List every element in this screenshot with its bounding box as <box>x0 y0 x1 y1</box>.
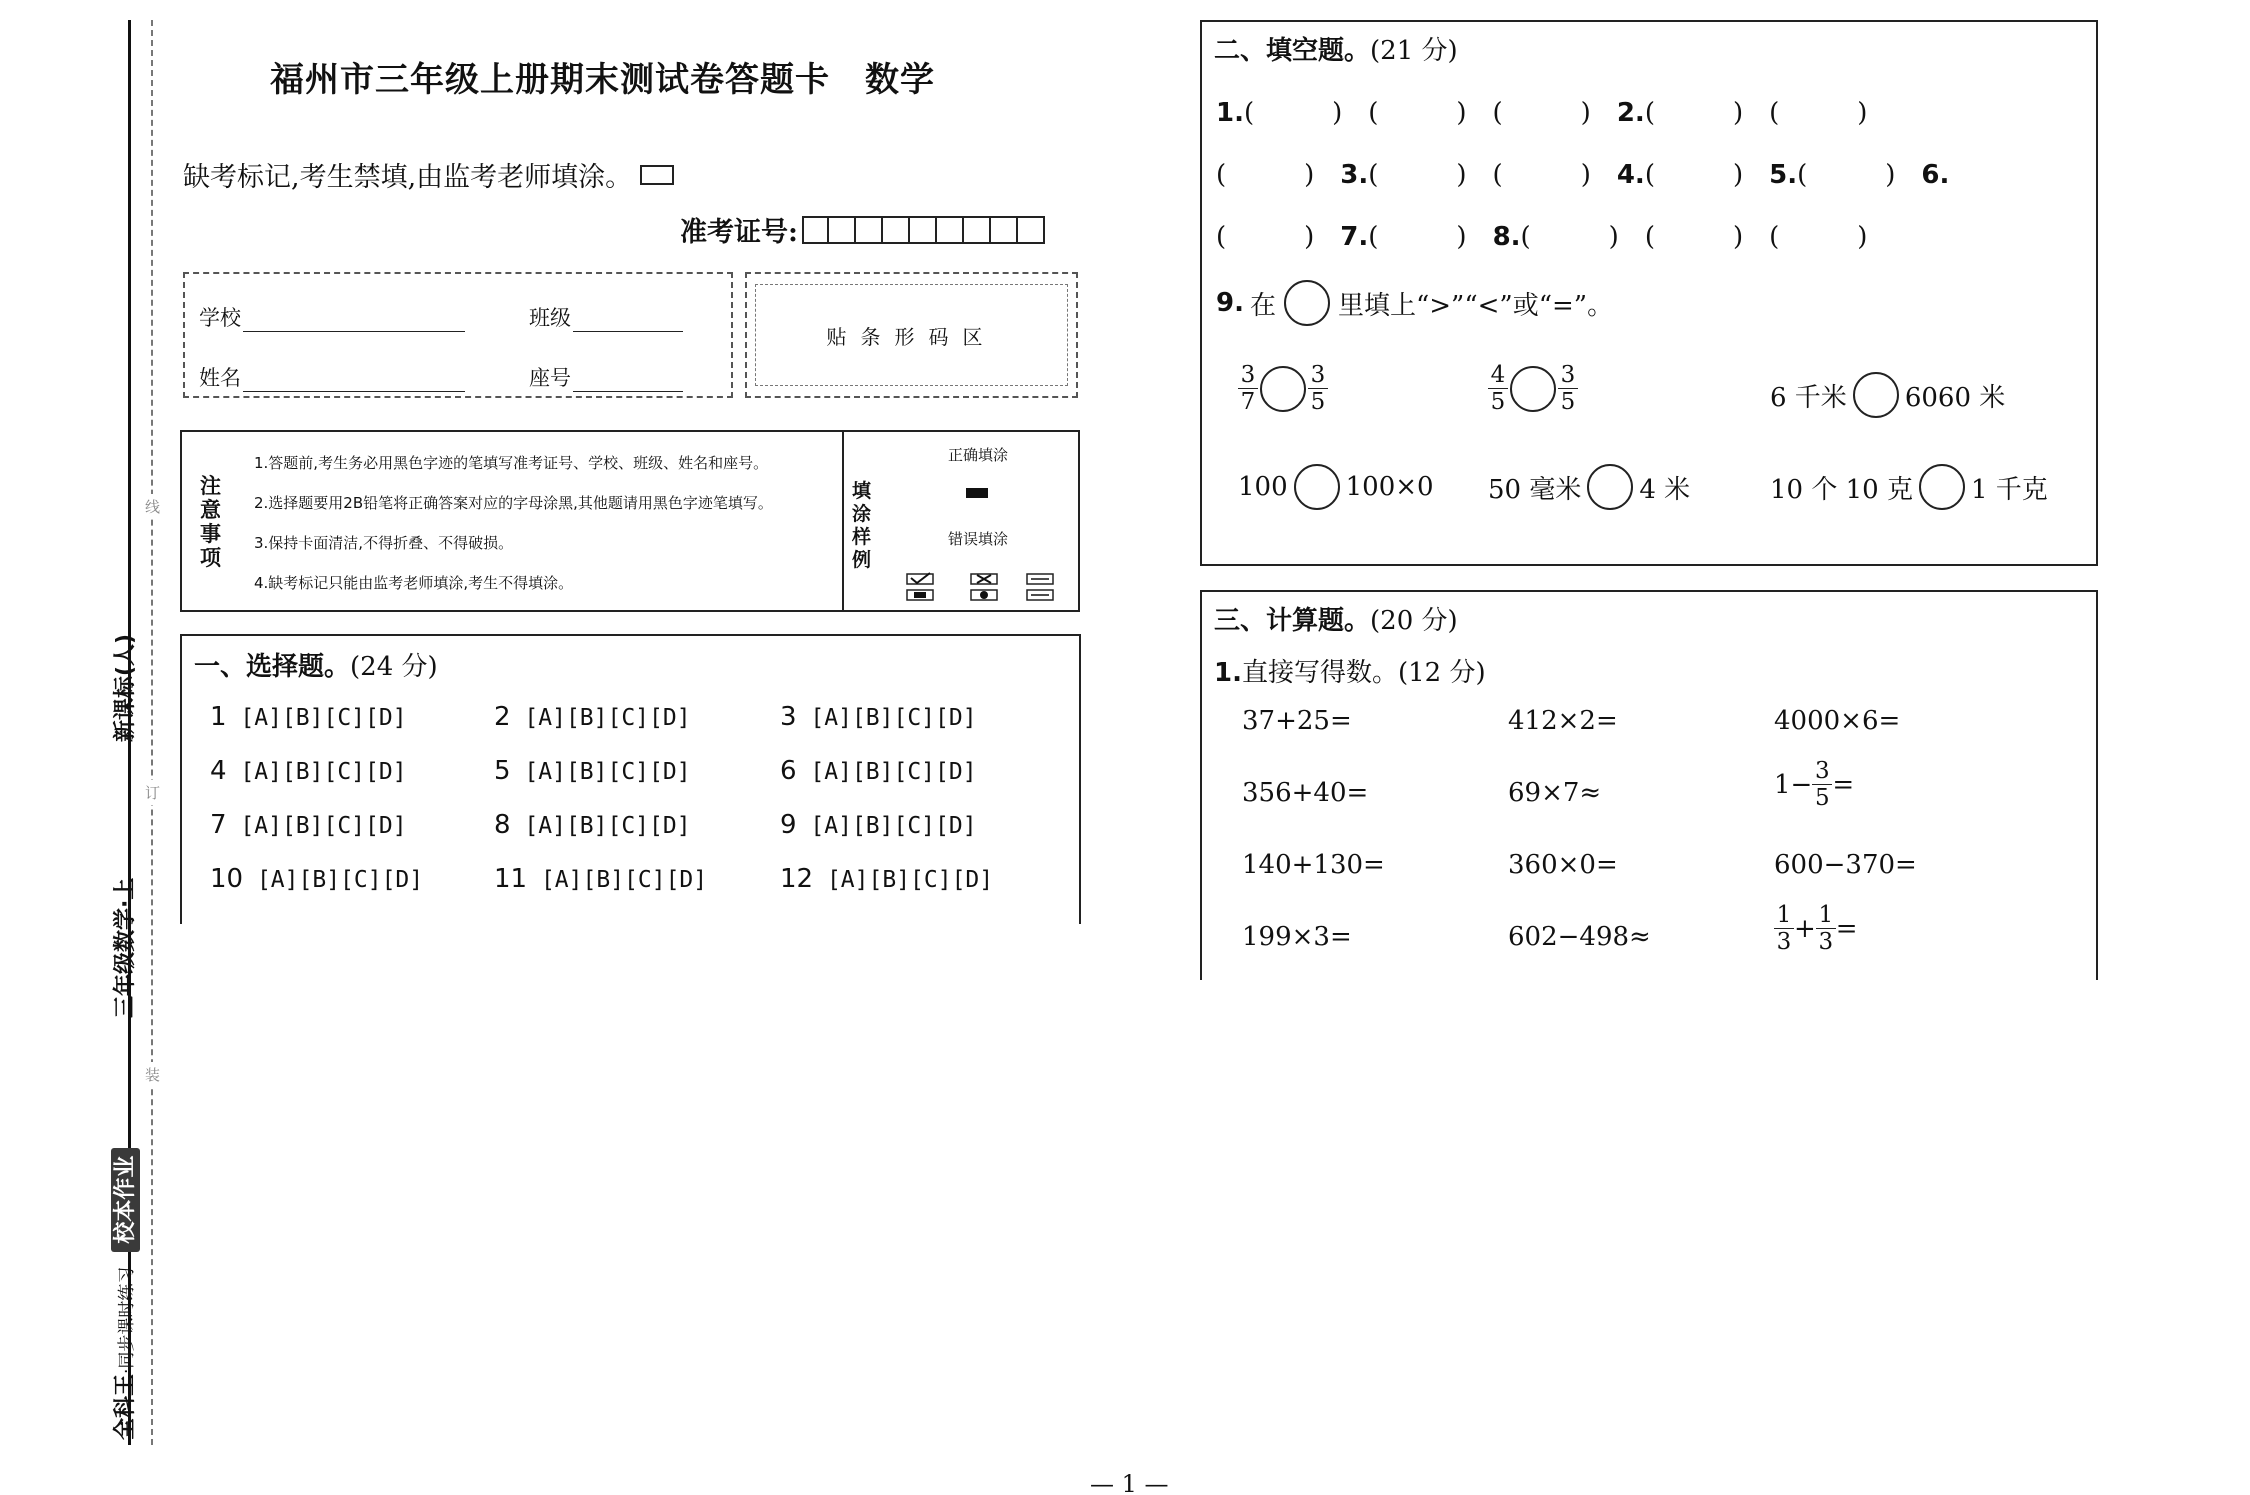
compare-right: 100×0 <box>1345 472 1434 502</box>
choice-number: 2 <box>494 702 511 732</box>
choice-number: 9 <box>780 810 797 840</box>
fraction-numerator: 1 <box>1818 902 1834 928</box>
choice-number: 1 <box>210 702 227 732</box>
choice-number: 4 <box>210 756 227 786</box>
calc-subsection-title <box>1214 652 1486 689</box>
wrong-fill-check-icon <box>906 572 934 602</box>
fraction-denominator: 5 <box>1310 389 1326 415</box>
compare-left: 50 毫米 <box>1488 474 1582 505</box>
calc-score: (20 分) <box>1370 606 1458 636</box>
spine-brand <box>108 1148 139 1440</box>
choice-options[interactable]: [A][B][C][D] <box>810 705 977 731</box>
spine-cut-line <box>151 20 153 1445</box>
spine-mark-line: 线 <box>145 494 160 519</box>
fill-q-number: 3. <box>1340 160 1369 190</box>
compare-left: 10 个 10 克 <box>1770 474 1913 505</box>
calc-fraction-lead: 1− <box>1774 769 1813 800</box>
fill-example-label: 填涂样例 <box>852 480 872 571</box>
fraction-numerator: 3 <box>1560 362 1576 388</box>
seat-label: 座号 <box>529 366 571 390</box>
page-title: 福州市三年级上册期末测试卷答题卡 数学 <box>270 60 935 100</box>
seat-line[interactable] <box>573 370 683 392</box>
spine-badge: 校本作业 <box>111 1148 140 1252</box>
choice-number: 5 <box>494 756 511 786</box>
calc-item-fraction <box>1774 902 1858 955</box>
calc-title: 三、计算题。 <box>1214 606 1371 636</box>
fill-section <box>1200 20 2098 566</box>
spine-mark-cut: 订 <box>145 780 160 805</box>
fill-blanks[interactable]: ( ) ( ) <box>1368 160 1617 190</box>
compare-left: 100 <box>1238 472 1288 502</box>
choice-question[interactable] <box>210 810 407 840</box>
fill-section-title <box>1214 30 1458 67</box>
calc-section <box>1200 590 2098 980</box>
compare-circle[interactable] <box>1294 464 1340 510</box>
choice-question[interactable] <box>780 810 977 840</box>
fill-q9-prompt <box>1216 280 1613 326</box>
compare-circle[interactable] <box>1919 464 1965 510</box>
exam-id <box>680 210 1045 249</box>
choice-title: 一、选择题。 <box>194 652 351 682</box>
fraction <box>1488 362 1508 415</box>
fraction <box>1774 902 1794 955</box>
fraction <box>1558 362 1578 415</box>
choice-question[interactable] <box>210 864 423 894</box>
choice-number: 7 <box>210 810 227 840</box>
fill-line-1[interactable] <box>1216 92 1867 129</box>
compare-circle[interactable] <box>1587 464 1633 510</box>
calc-section-title <box>1214 600 1458 637</box>
choice-number: 10 <box>210 864 244 894</box>
exam-id-cell[interactable] <box>1018 216 1045 244</box>
choice-question[interactable] <box>494 864 707 894</box>
calc-sub-title: 直接写得数。 <box>1241 658 1398 688</box>
compare-item <box>1488 464 1690 510</box>
compare-circle[interactable] <box>1853 372 1899 418</box>
exam-id-cell[interactable] <box>883 216 910 244</box>
fraction <box>1812 758 1832 811</box>
choice-section-title <box>194 646 438 683</box>
fraction-denominator: 5 <box>1490 389 1506 415</box>
choice-score: (24 分) <box>350 652 438 682</box>
calc-fraction-tail: = <box>1835 913 1858 944</box>
choice-section <box>180 634 1081 924</box>
fill-blanks[interactable]: ( ) ( ) <box>1644 98 1868 128</box>
fill-q-number: 8. <box>1492 222 1521 252</box>
calc-item: 37+25= <box>1242 706 1352 736</box>
class-field[interactable] <box>529 302 683 332</box>
fill-title: 二、填空题。 <box>1214 36 1371 66</box>
exam-id-cell[interactable] <box>802 216 829 244</box>
fill-q-number: 7. <box>1340 222 1369 252</box>
correct-fill-mark <box>966 488 988 498</box>
name-field[interactable] <box>199 362 465 392</box>
wrong-fill-label: 错误填涂 <box>948 530 1009 548</box>
exam-id-label: 准考证号: <box>680 217 798 248</box>
student-info-box <box>183 272 733 398</box>
exam-id-cell[interactable] <box>937 216 964 244</box>
fill-blanks[interactable]: ( ) <box>1368 222 1493 252</box>
notice-item: 2.选择题要用2B铅笔将正确答案对应的字母涂黑,其他题请用黑色字迹笔填写。 <box>254 494 773 512</box>
exam-id-cell[interactable] <box>829 216 856 244</box>
compare-left: 6 千米 <box>1770 382 1847 413</box>
fill-q-number: 6. <box>1921 160 1950 190</box>
calc-fraction-tail: = <box>1832 769 1855 800</box>
choice-question[interactable] <box>780 864 993 894</box>
fill-q-number: 1. <box>1216 98 1244 128</box>
choice-options[interactable]: [A][B][C][D] <box>240 705 407 731</box>
fill-line-3[interactable] <box>1216 216 1867 253</box>
fill-blanks[interactable]: ( ) <box>1797 160 1922 190</box>
calc-item-fraction <box>1774 758 1854 811</box>
choice-options[interactable]: [A][B][C][D] <box>524 759 691 785</box>
name-line[interactable] <box>243 370 465 392</box>
barcode-area <box>745 272 1078 398</box>
compare-circle[interactable] <box>1260 366 1306 412</box>
fill-blanks[interactable]: ( ) ( ) ( ) <box>1520 222 1868 252</box>
fraction-numerator: 3 <box>1815 758 1830 784</box>
fraction-denominator: 3 <box>1818 929 1834 955</box>
spine-mark-seal: 装 <box>145 1062 160 1087</box>
fill-q-number: 9. <box>1216 288 1244 318</box>
choice-options[interactable]: [A][B][C][D] <box>240 813 407 839</box>
notice-label: 注意事项 <box>200 474 221 570</box>
fill-blanks[interactable]: ( ) <box>1644 160 1770 190</box>
choice-question[interactable] <box>494 810 691 840</box>
calc-item: 69×7≈ <box>1508 778 1602 808</box>
exam-id-cell[interactable] <box>910 216 937 244</box>
calc-item: 4000×6= <box>1774 706 1901 736</box>
compare-item <box>1770 372 2005 418</box>
school-label: 学校 <box>199 306 241 330</box>
compare-item <box>1238 362 1328 415</box>
class-label: 班级 <box>529 306 571 330</box>
notice-divider <box>842 432 844 610</box>
compare-item <box>1238 464 1434 510</box>
fraction <box>1238 362 1258 415</box>
calc-item: 412×2= <box>1508 706 1618 736</box>
page-number: — 1 — <box>1090 1470 1169 1495</box>
barcode-label: 贴条形码区 <box>755 284 1068 386</box>
fill-blanks[interactable]: ( ) <box>1216 222 1341 252</box>
choice-options[interactable]: [A][B][C][D] <box>540 867 708 893</box>
choice-question[interactable] <box>210 756 407 786</box>
spine-brand-sub: ·同步课时练习 <box>117 1266 137 1374</box>
school-line[interactable] <box>243 310 465 332</box>
choice-question[interactable] <box>780 702 977 732</box>
correct-fill-label: 正确填涂 <box>948 446 1009 464</box>
calc-item: 600−370= <box>1774 850 1917 880</box>
fraction-denominator: 7 <box>1240 389 1256 415</box>
compare-item <box>1488 362 1578 415</box>
choice-options[interactable]: [A][B][C][D] <box>524 813 691 839</box>
calc-fraction-operator: + <box>1794 913 1816 944</box>
fraction <box>1308 362 1328 415</box>
choice-options[interactable]: [A][B][C][D] <box>524 705 691 731</box>
compare-item <box>1770 464 2048 510</box>
fraction-denominator: 5 <box>1560 389 1576 415</box>
spine-brand-name: 全科王 <box>113 1373 138 1440</box>
fill-q-number: 2. <box>1616 98 1645 128</box>
choice-options[interactable]: [A][B][C][D] <box>826 867 994 893</box>
fill-blanks[interactable]: ( ) <box>1216 160 1341 190</box>
calc-item: 360×0= <box>1508 850 1618 880</box>
exam-id-cell[interactable] <box>991 216 1018 244</box>
fill-q-number: 5. <box>1769 160 1798 190</box>
calc-item: 140+130= <box>1242 850 1385 880</box>
notice-box <box>180 430 1080 612</box>
school-field[interactable] <box>199 302 465 332</box>
choice-question[interactable] <box>780 756 977 786</box>
compare-circle[interactable] <box>1510 366 1556 412</box>
spine-edition: 新课标(人) <box>113 633 138 742</box>
name-label: 姓名 <box>199 366 241 390</box>
fill-blanks[interactable]: ( ) ( ) ( ) <box>1243 98 1617 128</box>
choice-options[interactable]: [A][B][C][D] <box>810 813 977 839</box>
notice-item: 1.答题前,考生务必用黑色字迹的笔填写准考证号、学校、班级、姓名和座号。 <box>254 454 769 472</box>
wrong-fill-dash-icon <box>1026 572 1054 602</box>
fill-line-2[interactable] <box>1216 154 1949 191</box>
choice-options[interactable]: [A][B][C][D] <box>256 867 424 893</box>
notice-item: 3.保持卡面清洁,不得折叠、不得破损。 <box>254 534 514 552</box>
q9-pre-text: 在 <box>1249 290 1276 321</box>
choice-options[interactable]: [A][B][C][D] <box>240 759 407 785</box>
compare-right: 1 千克 <box>1970 474 2048 505</box>
compare-right: 4 米 <box>1639 474 1691 505</box>
class-line[interactable] <box>573 310 683 332</box>
absent-note-text: 缺考标记,考生禁填,由监考老师填涂。 <box>183 162 633 193</box>
choice-number: 3 <box>780 702 797 732</box>
wrong-fill-cross-icon <box>970 572 998 602</box>
notice-item: 4.缺考标记只能由监考老师填涂,考生不得填涂。 <box>254 574 574 592</box>
choice-number: 11 <box>494 864 528 894</box>
choice-number: 6 <box>780 756 797 786</box>
fraction-numerator: 3 <box>1310 362 1326 388</box>
q9-post-text: 里填上“>”“<”或“=”。 <box>1337 290 1614 321</box>
fraction-numerator: 1 <box>1776 902 1792 928</box>
calc-item: 602−498≈ <box>1508 922 1651 952</box>
choice-number: 8 <box>494 810 511 840</box>
fraction-numerator: 3 <box>1240 362 1256 388</box>
choice-number: 12 <box>780 864 814 894</box>
calc-item: 199×3= <box>1242 922 1352 952</box>
seat-field[interactable] <box>529 362 683 392</box>
fraction-numerator: 4 <box>1490 362 1506 388</box>
calc-sub-number: 1. <box>1214 658 1242 688</box>
calc-item: 356+40= <box>1242 778 1369 808</box>
choice-question[interactable] <box>210 702 407 732</box>
exam-id-cells[interactable] <box>802 216 1045 244</box>
fraction <box>1816 902 1836 955</box>
calc-sub-score: (12 分) <box>1397 658 1486 688</box>
choice-question[interactable] <box>494 756 691 786</box>
spine-subject: 三年级数学·上 <box>113 877 138 1018</box>
fill-score: (21 分) <box>1370 36 1458 66</box>
fill-q-number: 4. <box>1616 160 1645 190</box>
compare-right: 6060 米 <box>1904 382 2006 413</box>
choice-question[interactable] <box>494 702 691 732</box>
exam-id-cell[interactable] <box>856 216 883 244</box>
q9-example-circle <box>1284 280 1330 326</box>
choice-options[interactable]: [A][B][C][D] <box>810 759 977 785</box>
fraction-denominator: 5 <box>1815 785 1830 811</box>
absent-mark-box[interactable] <box>640 165 674 185</box>
absent-note <box>183 155 674 194</box>
fraction-denominator: 3 <box>1776 929 1792 955</box>
exam-id-cell[interactable] <box>964 216 991 244</box>
